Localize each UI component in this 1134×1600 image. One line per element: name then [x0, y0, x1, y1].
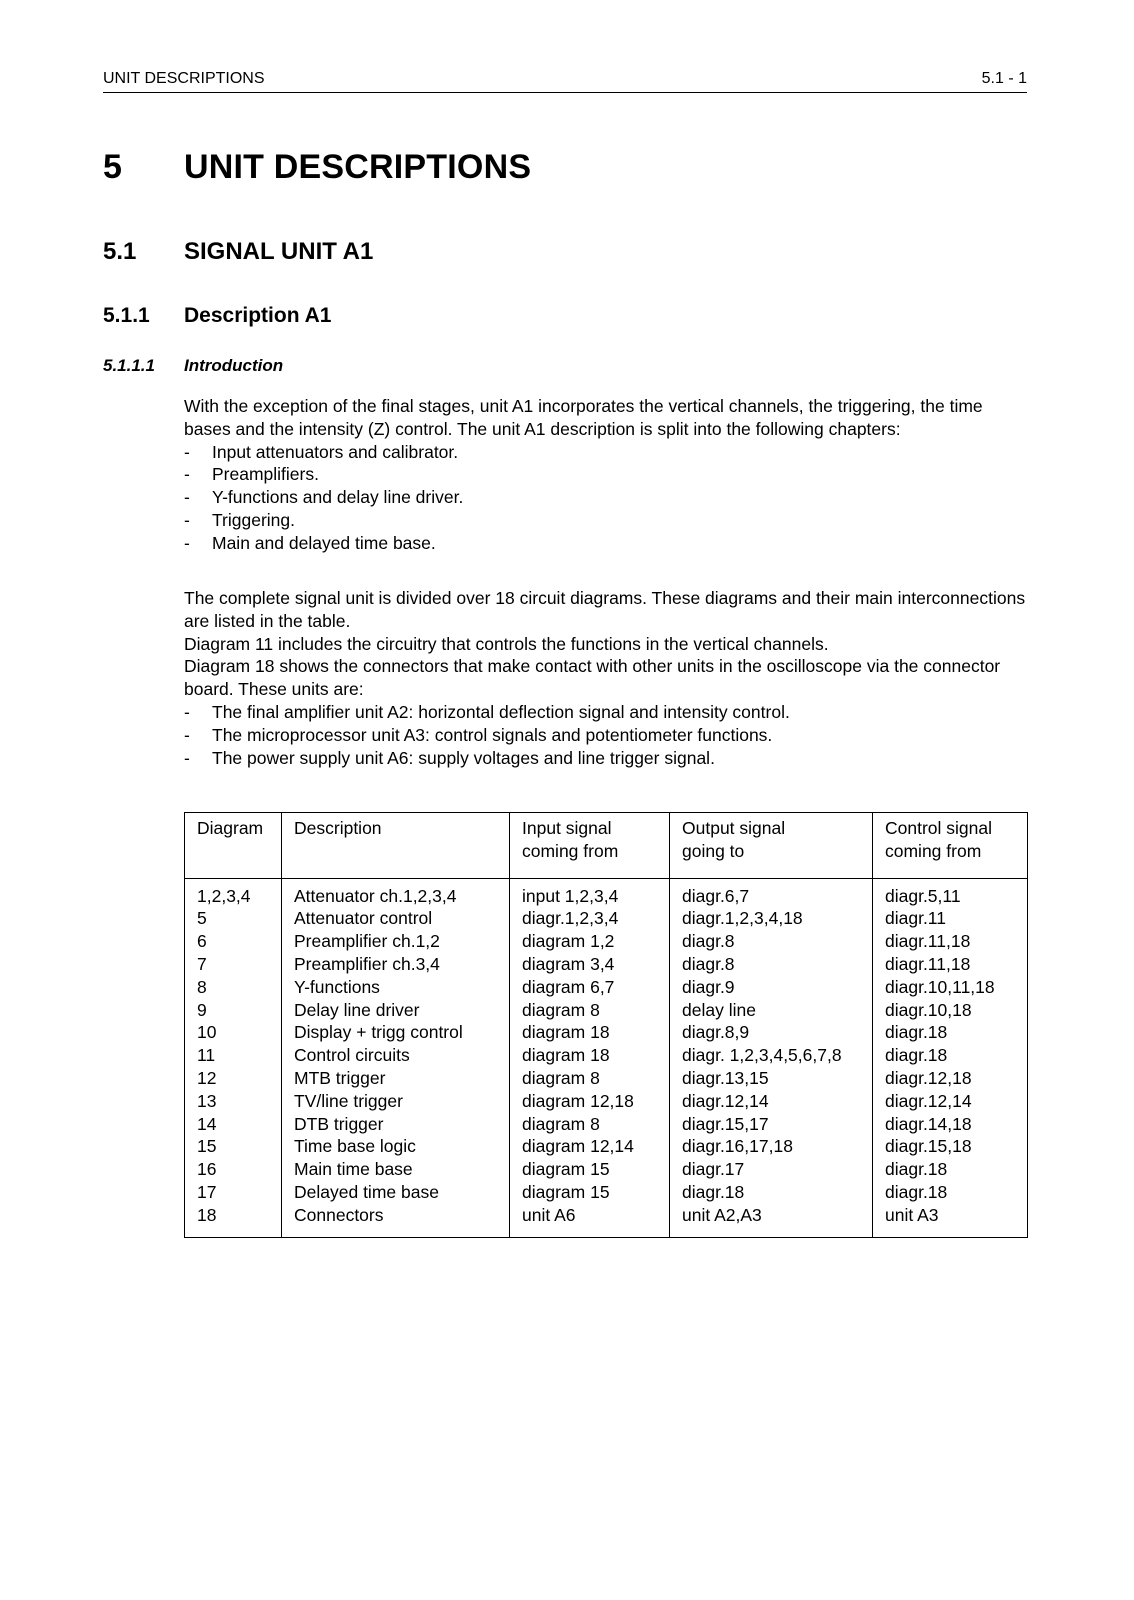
table-body: [185, 878, 1028, 1237]
diagram-number-cell: 16: [185, 1158, 282, 1181]
page-number: 5.1 - 1: [981, 70, 1027, 87]
output-signal-cell: diagr.16,17,18: [670, 1135, 873, 1158]
list-item-text: The microprocessor unit A3: control signals and potentiometer functions.: [212, 724, 773, 745]
diagram-number-cell: 12: [185, 1067, 282, 1090]
control-signal-cell: diagr.12,18: [873, 1067, 1028, 1090]
table-row: [185, 1090, 1028, 1113]
control-signal-cell: diagr.11,18: [873, 953, 1028, 976]
table-row: [185, 1021, 1028, 1044]
diagram-number-cell: 18: [185, 1204, 282, 1237]
diagram-number-cell: 8: [185, 976, 282, 999]
list-item: - Preamplifiers.: [184, 464, 319, 485]
list-item: - Main and delayed time base.: [184, 532, 436, 553]
description-cell: Attenuator control: [282, 907, 510, 930]
description-cell: DTB trigger: [282, 1113, 510, 1136]
input-signal-cell: diagram 15: [510, 1181, 670, 1204]
column-header: Input signal coming from: [510, 813, 670, 879]
description-cell: Preamplifier ch.1,2: [282, 930, 510, 953]
description-cell: Main time base: [282, 1158, 510, 1181]
description-cell: Control circuits: [282, 1044, 510, 1067]
intro-paragraph: With the exception of the final stages, unit A1 incorporates the vertical channels, the triggering, the time bases and the intensity (Z) control. The unit A1 description is split into the following chapters:: [184, 396, 983, 439]
control-signal-cell: diagr.15,18: [873, 1135, 1028, 1158]
column-header: Control signal coming from: [873, 813, 1028, 879]
control-signal-cell: diagr.5,11: [873, 878, 1028, 907]
diagram-number-cell: 13: [185, 1090, 282, 1113]
intro-block: [184, 395, 1034, 555]
chapter-list: [184, 441, 1034, 555]
diagram-number-cell: 1,2,3,4: [185, 878, 282, 907]
control-signal-cell: diagr.10,11,18: [873, 976, 1028, 999]
list-item: - The power supply unit A6: supply voltages and line trigger signal.: [184, 747, 715, 768]
description-cell: Delayed time base: [282, 1181, 510, 1204]
input-signal-cell: diagram 15: [510, 1158, 670, 1181]
table-row: [185, 907, 1028, 930]
input-signal-cell: diagram 8: [510, 1113, 670, 1136]
output-signal-cell: diagr.8: [670, 953, 873, 976]
subsubsection-number: 5.1.1.1: [103, 356, 155, 375]
control-signal-cell: diagr.18: [873, 1158, 1028, 1181]
column-header: Output signal going to: [670, 813, 873, 879]
diagram-number-cell: 9: [185, 999, 282, 1022]
column-header: Diagram: [185, 813, 282, 879]
diagram-number-cell: 11: [185, 1044, 282, 1067]
input-signal-cell: diagram 12,14: [510, 1135, 670, 1158]
diagram-number-cell: 7: [185, 953, 282, 976]
overview-paragraph: The complete signal unit is divided over 18 circuit diagrams. These diagrams and their main interconnections are listed in the table.: [184, 588, 1026, 631]
diagram-number-cell: 15: [185, 1135, 282, 1158]
list-item-text: Triggering.: [212, 509, 295, 530]
table-row: [185, 999, 1028, 1022]
output-signal-cell: unit A2,A3: [670, 1204, 873, 1237]
diagram-overview-block: [184, 587, 1034, 769]
table-header-row: [185, 813, 1028, 879]
list-item: - Triggering.: [184, 509, 295, 530]
output-signal-cell: diagr.8,9: [670, 1021, 873, 1044]
description-cell: Display + trigg control: [282, 1021, 510, 1044]
output-signal-cell: diagr.15,17: [670, 1113, 873, 1136]
output-signal-cell: diagr.17: [670, 1158, 873, 1181]
list-item: - The microprocessor unit A3: control signals and potentiometer functions.: [184, 724, 773, 745]
diagram-number-cell: 6: [185, 930, 282, 953]
description-cell: Connectors: [282, 1204, 510, 1237]
description-cell: MTB trigger: [282, 1067, 510, 1090]
diagram-11-paragraph: Diagram 11 includes the circuitry that controls the functions in the vertical channels.: [184, 633, 829, 654]
section-title: SIGNAL UNIT A1: [184, 238, 374, 265]
output-signal-cell: diagr.18: [670, 1181, 873, 1204]
diagram-18-paragraph: Diagram 18 shows the connectors that make contact with other units in the oscilloscope via the connector board. These units are:: [184, 656, 1001, 700]
control-signal-cell: diagr.18: [873, 1021, 1028, 1044]
table-row: [185, 1067, 1028, 1090]
input-signal-cell: diagram 8: [510, 999, 670, 1022]
output-signal-cell: diagr.6,7: [670, 878, 873, 907]
diagram-number-cell: 17: [185, 1181, 282, 1204]
chapter-title: UNIT DESCRIPTIONS: [184, 148, 532, 186]
input-signal-cell: diagram 1,2: [510, 930, 670, 953]
input-signal-cell: diagram 3,4: [510, 953, 670, 976]
description-cell: Delay line driver: [282, 999, 510, 1022]
control-signal-cell: diagr.18: [873, 1044, 1028, 1067]
table-row: [185, 1044, 1028, 1067]
input-signal-cell: diagram 18: [510, 1021, 670, 1044]
input-signal-cell: diagr.1,2,3,4: [510, 907, 670, 930]
section-number: 5.1: [103, 238, 137, 265]
list-item: - The final amplifier unit A2: horizontal deflection signal and intensity control.: [184, 701, 790, 722]
input-signal-cell: diagram 12,18: [510, 1090, 670, 1113]
column-header: Description: [282, 813, 510, 879]
input-signal-cell: input 1,2,3,4: [510, 878, 670, 907]
output-signal-cell: delay line: [670, 999, 873, 1022]
input-signal-cell: diagram 6,7: [510, 976, 670, 999]
subsection-title: Description A1: [184, 304, 332, 327]
list-item-text: The power supply unit A6: supply voltages and line trigger signal.: [212, 747, 715, 768]
control-signal-cell: diagr.11: [873, 907, 1028, 930]
control-signal-cell: diagr.14,18: [873, 1113, 1028, 1136]
output-signal-cell: diagr. 1,2,3,4,5,6,7,8: [670, 1044, 873, 1067]
output-signal-cell: diagr.8: [670, 930, 873, 953]
diagram-table: [184, 812, 1028, 1238]
subsubsection-title: Introduction: [184, 356, 284, 375]
list-item-text: Main and delayed time base.: [212, 532, 436, 553]
control-signal-cell: diagr.11,18: [873, 930, 1028, 953]
chapter-number: 5: [103, 148, 123, 186]
table-row: [185, 976, 1028, 999]
list-item-text: Y-functions and delay line driver.: [212, 487, 464, 508]
output-signal-cell: diagr.9: [670, 976, 873, 999]
description-cell: TV/line trigger: [282, 1090, 510, 1113]
input-signal-cell: diagram 8: [510, 1067, 670, 1090]
diagram-number-cell: 14: [185, 1113, 282, 1136]
control-signal-cell: diagr.12,14: [873, 1090, 1028, 1113]
output-signal-cell: diagr.13,15: [670, 1067, 873, 1090]
description-cell: Attenuator ch.1,2,3,4: [282, 878, 510, 907]
list-item-text: The final amplifier unit A2: horizontal deflection signal and intensity control.: [212, 701, 790, 722]
table-row: [185, 930, 1028, 953]
table-row: [185, 1158, 1028, 1181]
table-row: [185, 1135, 1028, 1158]
subsection-number: 5.1.1: [103, 304, 150, 327]
units-list: [184, 701, 1034, 769]
list-item: - Input attenuators and calibrator.: [184, 441, 459, 462]
control-signal-cell: diagr.18: [873, 1181, 1028, 1204]
diagram-number-cell: 10: [185, 1021, 282, 1044]
description-cell: Preamplifier ch.3,4: [282, 953, 510, 976]
output-signal-cell: diagr.12,14: [670, 1090, 873, 1113]
table-row: [185, 1204, 1028, 1237]
page-header: [103, 68, 1027, 93]
list-item-text: Input attenuators and calibrator.: [212, 441, 459, 462]
table-row: [185, 1113, 1028, 1136]
control-signal-cell: unit A3: [873, 1204, 1028, 1237]
output-signal-cell: diagr.1,2,3,4,18: [670, 907, 873, 930]
input-signal-cell: unit A6: [510, 1204, 670, 1237]
header-section-title: UNIT DESCRIPTIONS: [103, 70, 265, 87]
list-item: - Y-functions and delay line driver.: [184, 487, 464, 508]
table-row: [185, 953, 1028, 976]
description-cell: Time base logic: [282, 1135, 510, 1158]
input-signal-cell: diagram 18: [510, 1044, 670, 1067]
diagram-number-cell: 5: [185, 907, 282, 930]
table-row: [185, 1181, 1028, 1204]
list-item-text: Preamplifiers.: [212, 464, 319, 485]
control-signal-cell: diagr.10,18: [873, 999, 1028, 1022]
table-row: [185, 878, 1028, 907]
description-cell: Y-functions: [282, 976, 510, 999]
